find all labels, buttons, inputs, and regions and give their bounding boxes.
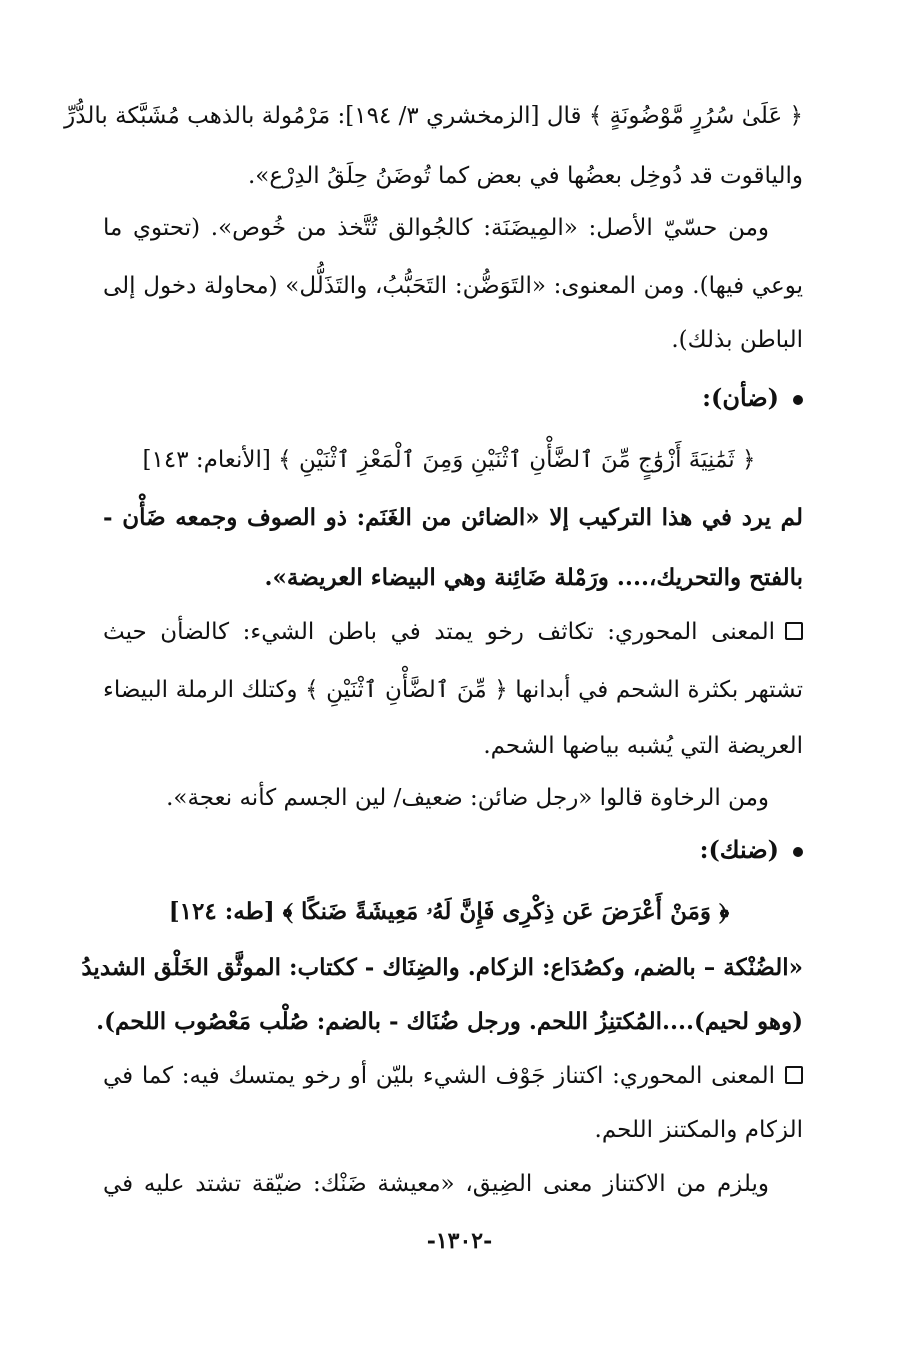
text-line-9: تشتهر بكثرة الشحم في أبدانها ﴿ مِّنَ ٱلضَّأْنِ ٱثْنَيْنِ ﴾ وكتلك الرملة البيضاء [103, 677, 803, 703]
text-line-16: ويلزم من الاكتناز معنى الضِيق، «معيشة ضَنْك: ضيّقة تشتد عليه في [103, 1171, 769, 1197]
page-number: -١٣٠٢- [426, 1228, 493, 1254]
text-line-1: ﴿ عَلَىٰ سُرُرٍ مَّوْضُونَةٍ ﴾ قال [الزمخشري ٣/ ١٩٤]: مَرْمُولة بالذهب مُشَبَّكة بالدُّرِّ [64, 103, 803, 129]
entry-heading-daan [702, 380, 803, 416]
heading-label: (ضأن): [702, 383, 779, 412]
square-box-icon [785, 622, 803, 640]
text-line-2: والياقوت قد دُوخِل بعضُها في بعض كما تُوضَنُ حِلَقُ الدِرْع». [248, 163, 803, 189]
text-line-11: ومن الرخاوة قالوا «رجل ضائن: ضعيف/ لين الجسم كأنه نعجة». [166, 785, 769, 811]
text-line-15: الزكام والمكتنز اللحم. [594, 1117, 803, 1143]
bullet-icon [793, 847, 803, 857]
square-box-icon [785, 1066, 803, 1084]
text-line-4: يوعي فيها). ومن المعنوى: «التَوَضُّن: التَحَبُّبُ، والتَذَلُّل» (محاولة دخول إلى [103, 273, 803, 299]
text-line-12: «الضُنْكة – بالضم، وكصُدَاع: الزكام. والضِنَاك - ككتاب: الموثَّق الخَلْق الشديدُ [81, 954, 803, 981]
text-line-5: الباطن بذلك). [671, 327, 803, 353]
text-line-6: لم يرد في هذا التركيب إلا «الضائن من الغَنَم: ذو الصوف وجمعه ضَأْن - [103, 504, 803, 531]
quran-verse-1: ﴿ ثَمَٰنِيَةَ أَزْوَٰجٍ مِّنَ ٱلضَّأْنِ ٱثْنَيْنِ وَمِنَ ٱلْمَعْزِ ٱثْنَيْنِ ﴾ [الأنعام: ١٤٣] [142, 447, 756, 473]
text-line-10: العريضة التي يُشبه بياضها الشحم. [483, 733, 803, 759]
text-line-7: بالفتح والتحريك،.... ورَمْلة ضَائِنة وهي البيضاء العريضة». [264, 564, 803, 591]
text-line-3: ومن حسّيّ الأصل: «المِيضَنَة: كالجُوالق تُتَّخذ من خُوص». (تحتوي ما [103, 215, 769, 241]
text-line-14-content: المعنى المحوري: اكتناز جَوْف الشيء بليّن أو رخو يمتسك فيه: كما في [103, 1063, 775, 1089]
heading-label: (ضنك): [699, 835, 779, 864]
bullet-icon [793, 395, 803, 405]
text-line-8-content: المعنى المحوري: تكاثف رخو يمتد في باطن الشيء: كالضأن حيث [103, 619, 775, 645]
quran-verse-2: ﴿ وَمَنْ أَعْرَضَ عَن ذِكْرِى فَإِنَّ لَهُۥ مَعِيشَةً ضَنكًا ﴾ [طه: ١٢٤] [168, 898, 730, 925]
text-line-13: (وهو لحيم)....المُكتنِزُ اللحم. ورجل ضُنَاك - بالضم: صُلْب مَعْصُوب اللحم). [96, 1008, 803, 1035]
text-line-8 [103, 614, 803, 650]
text-line-14 [103, 1058, 803, 1094]
entry-heading-dank [700, 832, 803, 868]
